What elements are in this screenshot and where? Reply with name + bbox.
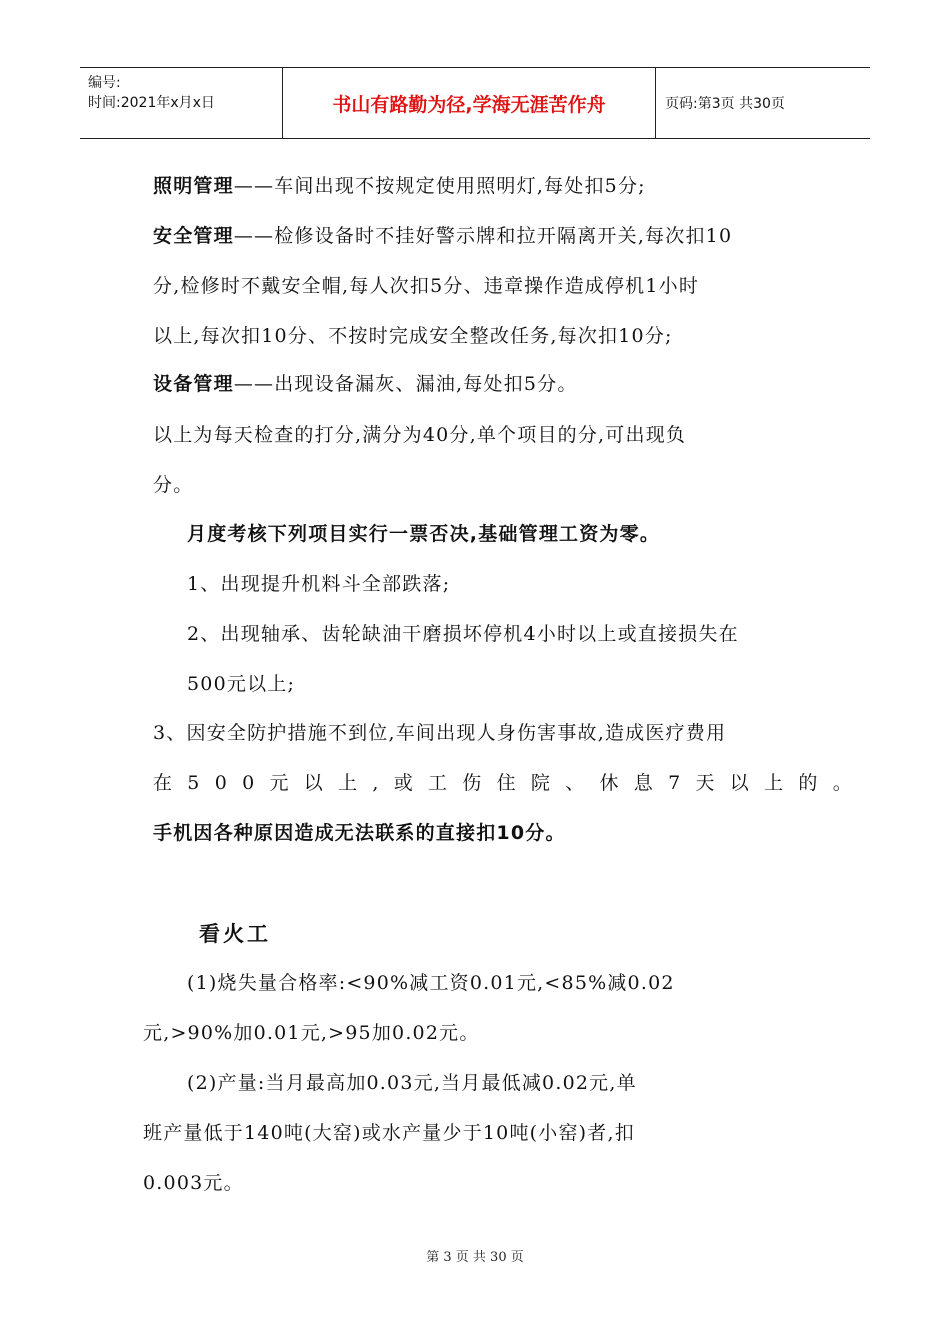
lighting-label: 照明管理 xyxy=(153,175,234,197)
veto-item-3b: 在500元以上,或工伤住院、休息7天以上的。 xyxy=(153,772,867,794)
kiln-item-2a: (2)产量:当月最高加0.03元,当月最低减0.02元,单 xyxy=(187,1072,637,1094)
safety-text-1: ——检修设备时不挂好警示牌和拉开隔离开关,每次扣10 xyxy=(233,225,733,247)
kiln-item-2b: 班产量低于140吨(大窑)或水产量少于10吨(小窑)者,扣 xyxy=(143,1122,635,1144)
daily-score-text-2: 分。 xyxy=(153,474,194,496)
phone-rule: 手机因各种原因造成无法联系的直接扣10分。 xyxy=(153,822,566,844)
safety-label: 安全管理 xyxy=(153,225,234,247)
safety-text-2: 分,检修时不戴安全帽,每人次扣5分、违章操作造成停机1小时 xyxy=(153,275,700,297)
document-date: 时间:2021年x月x日 xyxy=(88,95,215,111)
veto-item-1: 1、出现提升机料斗全部跌落; xyxy=(187,573,451,595)
header-motto: 书山有路勤为径,学海无涯苦作舟 xyxy=(332,93,606,116)
header-meta xyxy=(80,68,282,138)
veto-item-3a: 3、因安全防护措施不到位,车间出现人身伤害事故,造成医疗费用 xyxy=(153,722,727,744)
veto-item-2a: 2、出现轴承、齿轮缺油干磨损坏停机4小时以上或直接损失在 xyxy=(187,623,739,645)
header-page-info: 页码:第3页 共30页 xyxy=(665,96,785,112)
section-heading: 看火工 xyxy=(199,922,271,946)
safety-rule xyxy=(153,221,732,248)
header-motto-cell xyxy=(282,68,656,138)
lighting-text: ——车间出现不按规定使用照明灯,每处扣5分; xyxy=(233,175,646,197)
lighting-rule xyxy=(153,171,646,198)
header-page-cell xyxy=(655,68,870,138)
page-header xyxy=(80,67,870,139)
equipment-text: ——出现设备漏灰、漏油,每处扣5分。 xyxy=(233,373,578,395)
kiln-item-1b: 元,>90%加0.01元,>95加0.02元。 xyxy=(143,1022,480,1044)
kiln-item-2c: 0.003元。 xyxy=(143,1172,244,1194)
daily-score-text-1: 以上为每天检查的打分,满分为40分,单个项目的分,可出现负 xyxy=(153,424,687,446)
equipment-rule xyxy=(153,369,578,396)
veto-title: 月度考核下列项目实行一票否决,基础管理工资为零。 xyxy=(187,523,661,545)
veto-item-2b: 500元以上; xyxy=(187,673,296,695)
safety-text-3: 以上,每次扣10分、不按时完成安全整改任务,每次扣10分; xyxy=(153,325,673,347)
page-footer: 第 3 页 共 30 页 xyxy=(426,1250,524,1265)
document-number-label: 编号: xyxy=(88,75,121,91)
kiln-item-1a: (1)烧失量合格率:<90%减工资0.01元,<85%减0.02 xyxy=(187,972,675,994)
equipment-label: 设备管理 xyxy=(153,373,234,395)
